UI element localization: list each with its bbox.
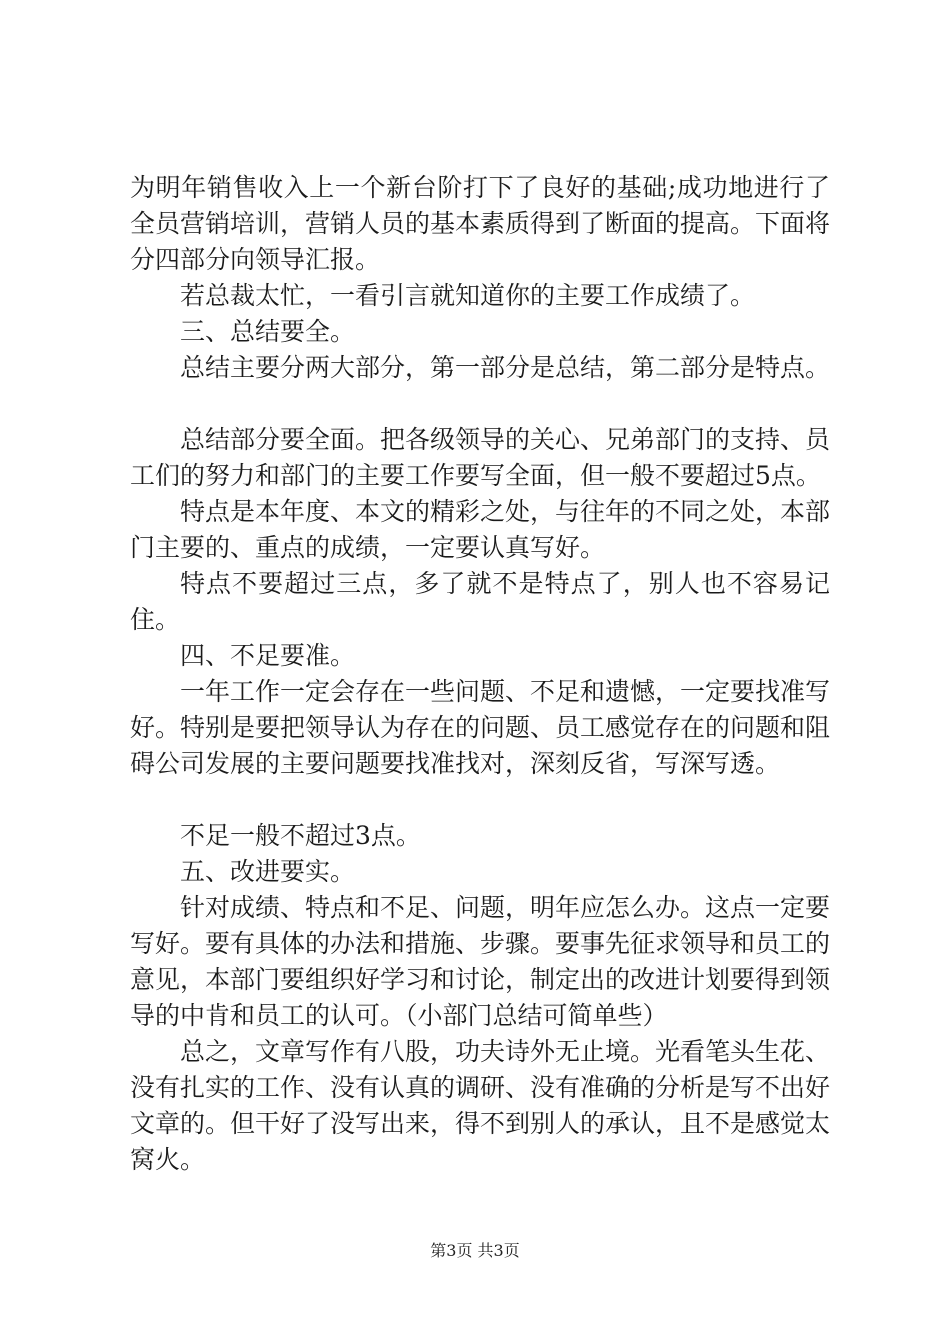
paragraph: 针对成绩、特点和不足、问题，明年应怎么办。这点一定要写好。要有具体的办法和措施、步骤。要事先征求领导和员工的意见，本部门要组织好学习和讨论，制定出的改进计划要得到领导的中肯和员工的认可。（小部门总结可简单些） (130, 893, 831, 1030)
paragraph-continuation: 为明年销售收入上一个新台阶打下了良好的基础;成功地进行了全员营销培训，营销人员的基本素质得到了断面的提高。下面将分四部分向领导汇报。 (130, 173, 831, 274)
document-body (130, 170, 830, 1178)
section-heading: 四、不足要准。 (180, 641, 356, 670)
section-heading: 三、总结要全。 (180, 317, 356, 346)
paragraph: 若总裁太忙，一看引言就知道你的主要工作成绩了。 (180, 281, 756, 310)
paragraph: 特点不要超过三点，多了就不是特点了，别人也不容易记住。 (130, 569, 830, 634)
page-number-footer: 第3页 共3页 (430, 1241, 520, 1260)
paragraph: 一年工作一定会存在一些问题、不足和遗憾，一定要找准写好。特别是要把领导认为存在的问题、员工感觉存在的问题和阻碍公司发展的主要问题要找准找对，深刻反省，写深写透。 (130, 677, 831, 778)
paragraph: 特点是本年度、本文的精彩之处，与往年的不同之处，本部门主要的、重点的成绩，一定要认真写好。 (130, 497, 831, 562)
section-heading: 五、改进要实。 (180, 857, 356, 886)
paragraph: 总之，文章写作有八股，功夫诗外无止境。光看笔头生花、没有扎实的工作、没有认真的调研、没有准确的分析是写不出好文章的。但干好了没写出来，得不到别人的承认，且不是感觉太窝火。 (130, 1037, 831, 1174)
paragraph: 总结部分要全面。把各级领导的关心、兄弟部门的支持、员工们的努力和部门的主要工作要写全面，但一般不要超过5点。 (130, 425, 831, 490)
paragraph: 总结主要分两大部分，第一部分是总结，第二部分是特点。 (180, 353, 831, 382)
paragraph: 不足一般不超过3点。 (180, 821, 421, 850)
